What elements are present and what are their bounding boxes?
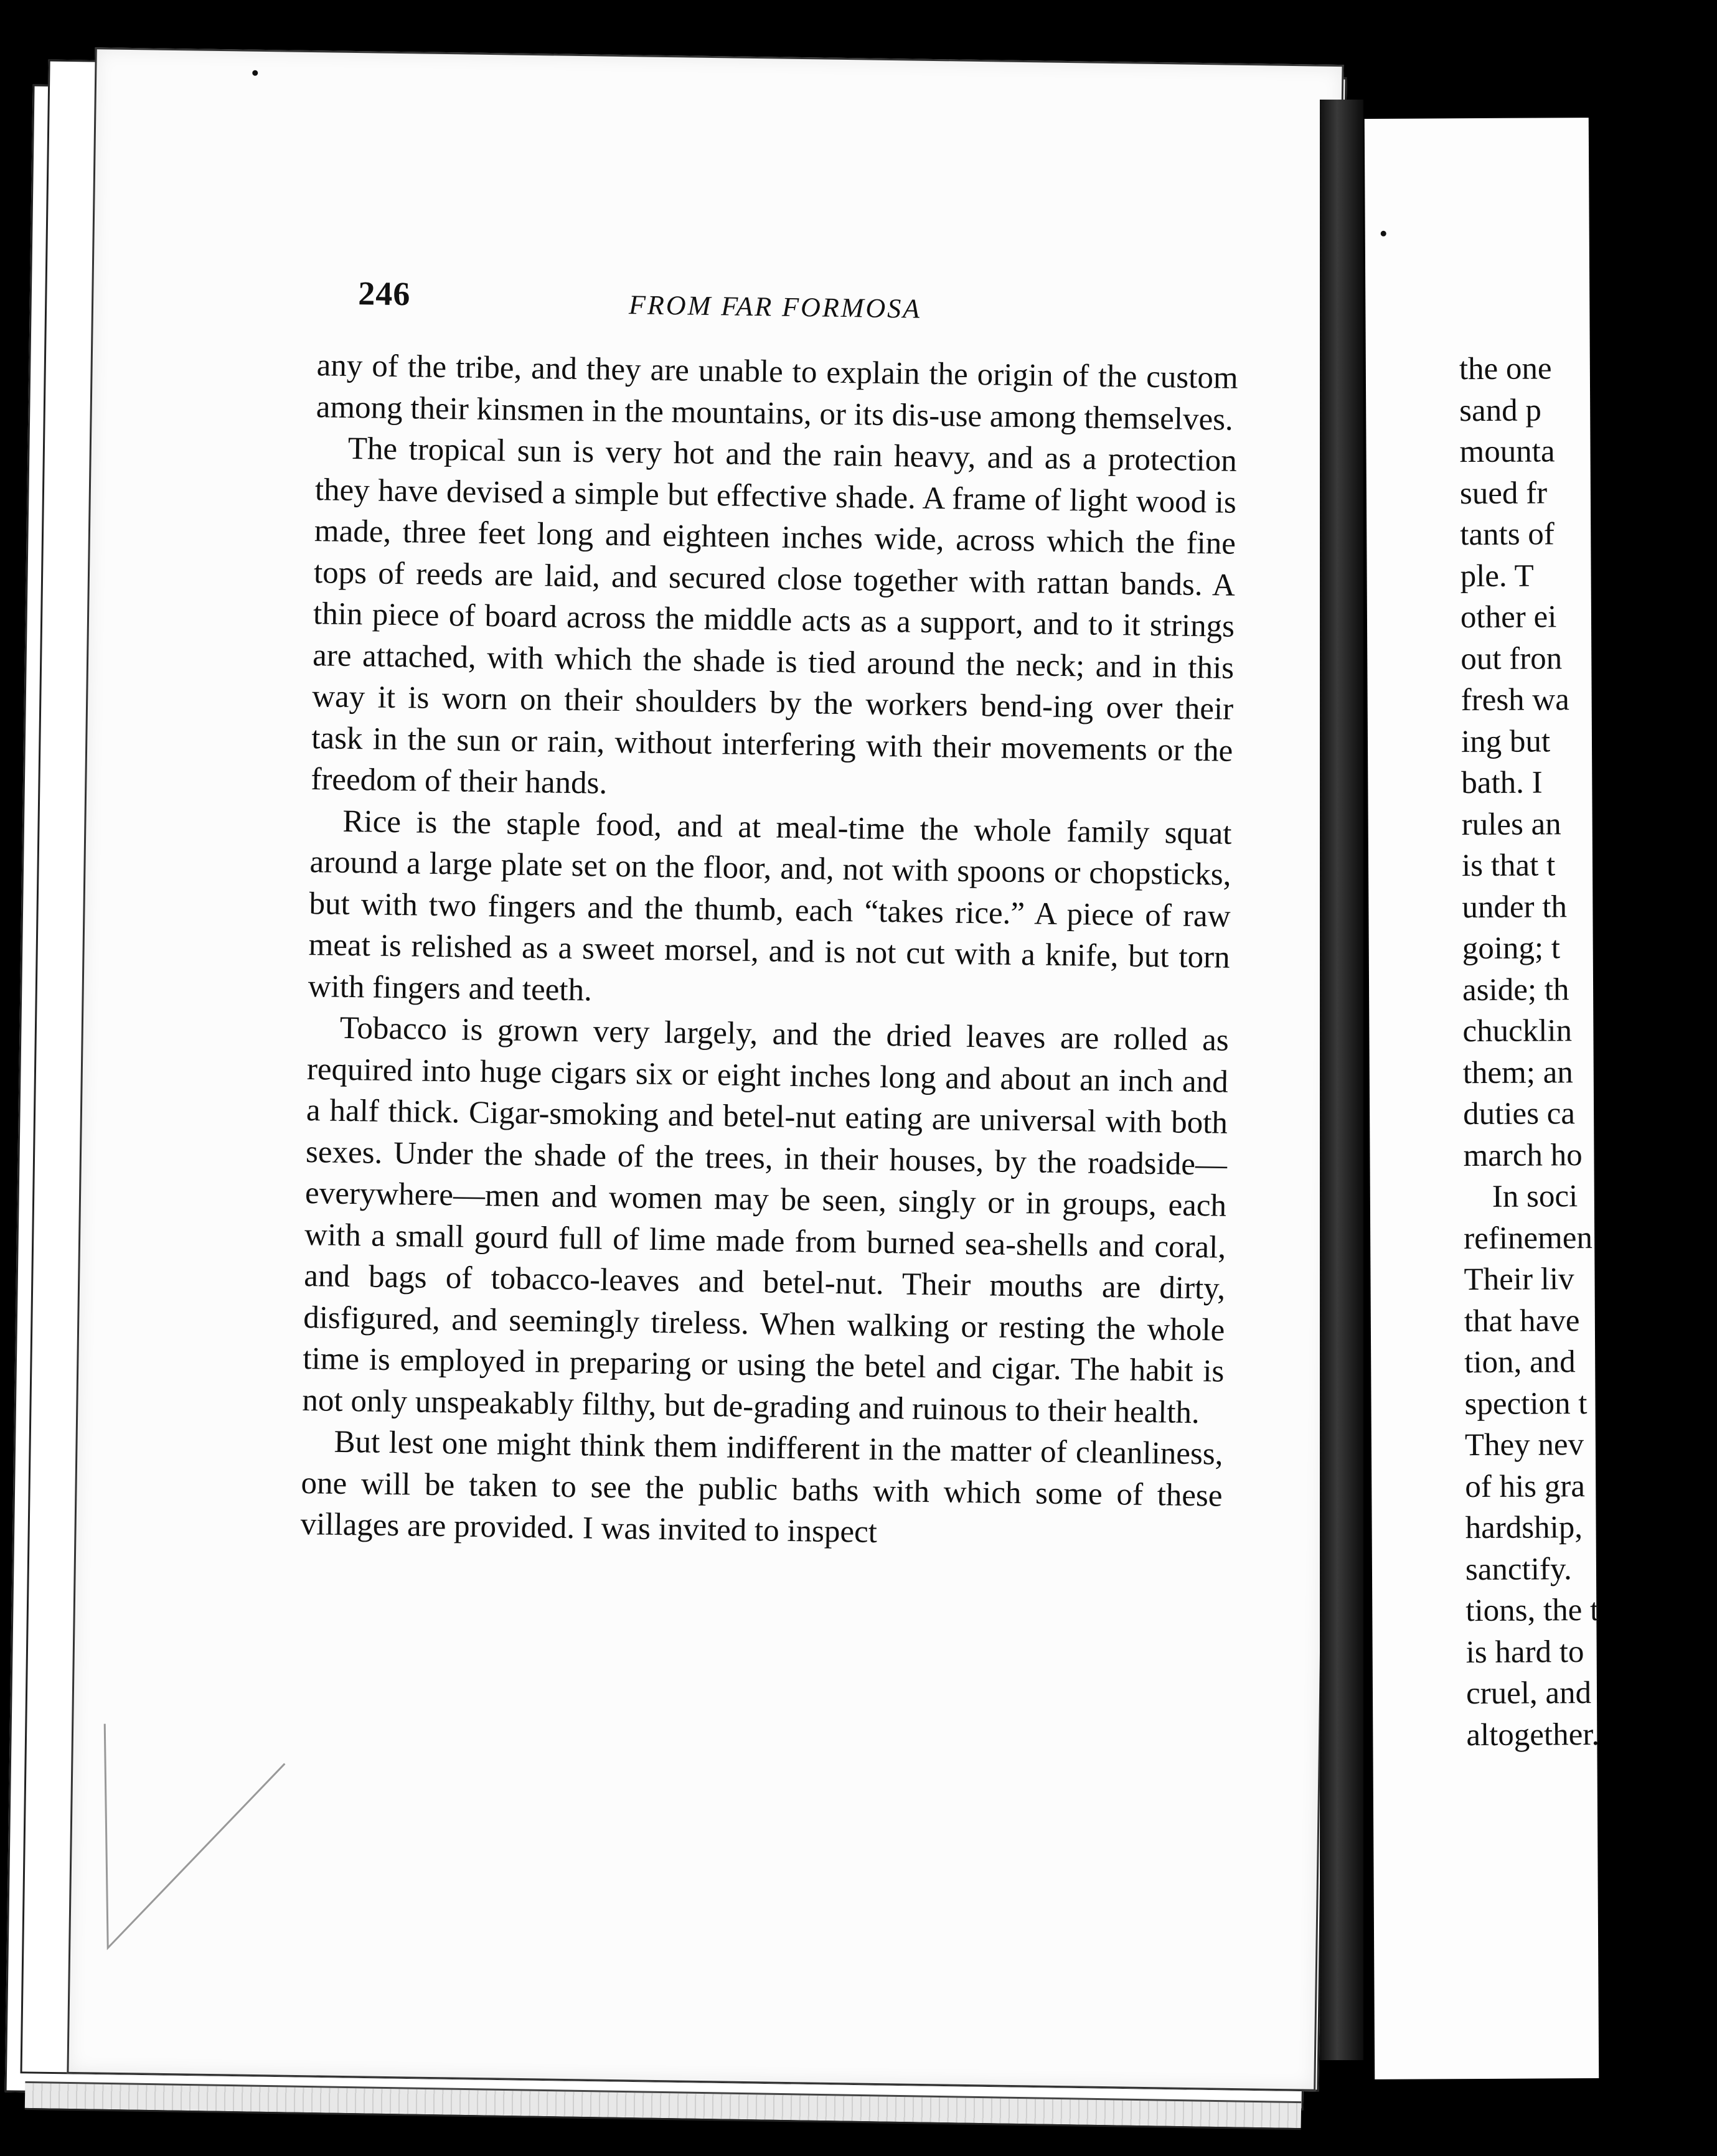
facing-line: them; an: [1462, 1054, 1573, 1090]
speck: [1381, 231, 1386, 237]
facing-line: ing but: [1461, 723, 1551, 759]
body-text: [300, 345, 1238, 1558]
paragraph: The tropical sun is very hot and the rain heavy, and as a protection they have devised a simple but effective shade. A frame of light wood is made, three feet long and eighteen inches wide, across which the fine tops of reeds are laid, and secured close together with rattan bands. A thin piece of board across the middle acts as a support, and to it strings are attached, with which the shade is tied around the neck; and in this way it is worn on their shoulders by the workers bend-ing over their task in the sun or rain, without interfering with their movements or the freedom of their hands.: [311, 431, 1238, 801]
facing-line: sand p: [1459, 392, 1542, 428]
facing-line: mounta: [1459, 434, 1555, 470]
facing-line: sanctify.: [1465, 1551, 1572, 1587]
facing-line: of his gra: [1465, 1468, 1586, 1504]
facing-line: going; t: [1462, 930, 1561, 967]
facing-line: march ho: [1463, 1137, 1583, 1173]
facing-line: duties ca: [1462, 1096, 1576, 1132]
facing-line: tions, the t: [1465, 1593, 1599, 1629]
facing-line: tants of: [1460, 517, 1555, 553]
facing-line: fresh wa: [1461, 682, 1569, 718]
paragraph: any of the tribe, and they are unable to explain the origin of the custom among their kinsmen in the mountains, or its dis-use among themselves.: [316, 348, 1238, 438]
paragraph: Rice is the staple food, and at meal-time the whole family squat around a large plate set on the floor, and, not with spoons or chopsticks, but with two fingers and the thumb, each “takes rice.” A piece of raw meat is relished as a sweet morsel, and is not cut with a knife, but torn with fingers and teeth.: [308, 804, 1232, 1008]
facing-line: altogether.: [1466, 1717, 1600, 1753]
speck: [252, 70, 258, 76]
facing-line: Their liv: [1464, 1262, 1574, 1298]
facing-line: ple. T: [1460, 558, 1534, 594]
page-number: 246: [357, 274, 411, 313]
page-fold-mark: [94, 1723, 285, 2037]
facing-page: [1365, 118, 1599, 2079]
facing-line: In soci: [1492, 1179, 1578, 1214]
left-page: [67, 47, 1343, 2091]
facing-line: hardship,: [1465, 1510, 1583, 1546]
facing-line: tion, and: [1464, 1344, 1576, 1380]
page-header: [93, 270, 1339, 337]
paragraph: Tobacco is grown very largely, and the dried leaves are rolled as required into huge cigars six or eight inches long and about an inch and a half thick. Cigar-smoking and betel-nut eating are universal with both sexes. Under the shade of the trees, in their houses, by the roadside—everywhere—men and women may be seen, singly or in groups, each with a small gourd full of lime made from burned sea-shells and coral, and bags of tobacco-leaves and betel-nut. Their mouths are dirty, disfigured, and seemingly tireless. When walking or resting the whole time is employed in preparing or using the betel and cigar. The habit is not only unspeakably filthy, but de-grading and ruinous to their health.: [302, 1010, 1230, 1430]
facing-line: is that t: [1461, 848, 1556, 884]
facing-line: aside; th: [1462, 972, 1569, 1008]
facing-line: other ei: [1460, 599, 1557, 635]
facing-line: They nev: [1464, 1427, 1584, 1463]
facing-line: rules an: [1461, 806, 1561, 842]
facing-line: is hard to: [1465, 1634, 1584, 1670]
facing-line: the one: [1459, 351, 1552, 387]
facing-line: spection t: [1464, 1385, 1588, 1422]
facing-line: sued fr: [1459, 475, 1548, 511]
facing-line: under th: [1462, 889, 1568, 925]
facing-line: bath. I: [1461, 765, 1543, 801]
book-gutter: [1320, 100, 1363, 2060]
running-head: FROM FAR FORMOSA: [628, 289, 922, 324]
facing-line: chucklin: [1462, 1013, 1573, 1049]
paragraph: But lest one might think them indifferent in the matter of cleanliness, one will be taken to see the public baths with which some of these villages are provided. I was invited to inspect: [300, 1424, 1223, 1550]
facing-line: refinemen: [1464, 1220, 1593, 1256]
facing-line: cruel, and: [1465, 1676, 1592, 1712]
facing-line: out fron: [1461, 640, 1563, 677]
facing-page-text: [1459, 347, 1716, 1756]
facing-line: that have: [1464, 1303, 1580, 1339]
